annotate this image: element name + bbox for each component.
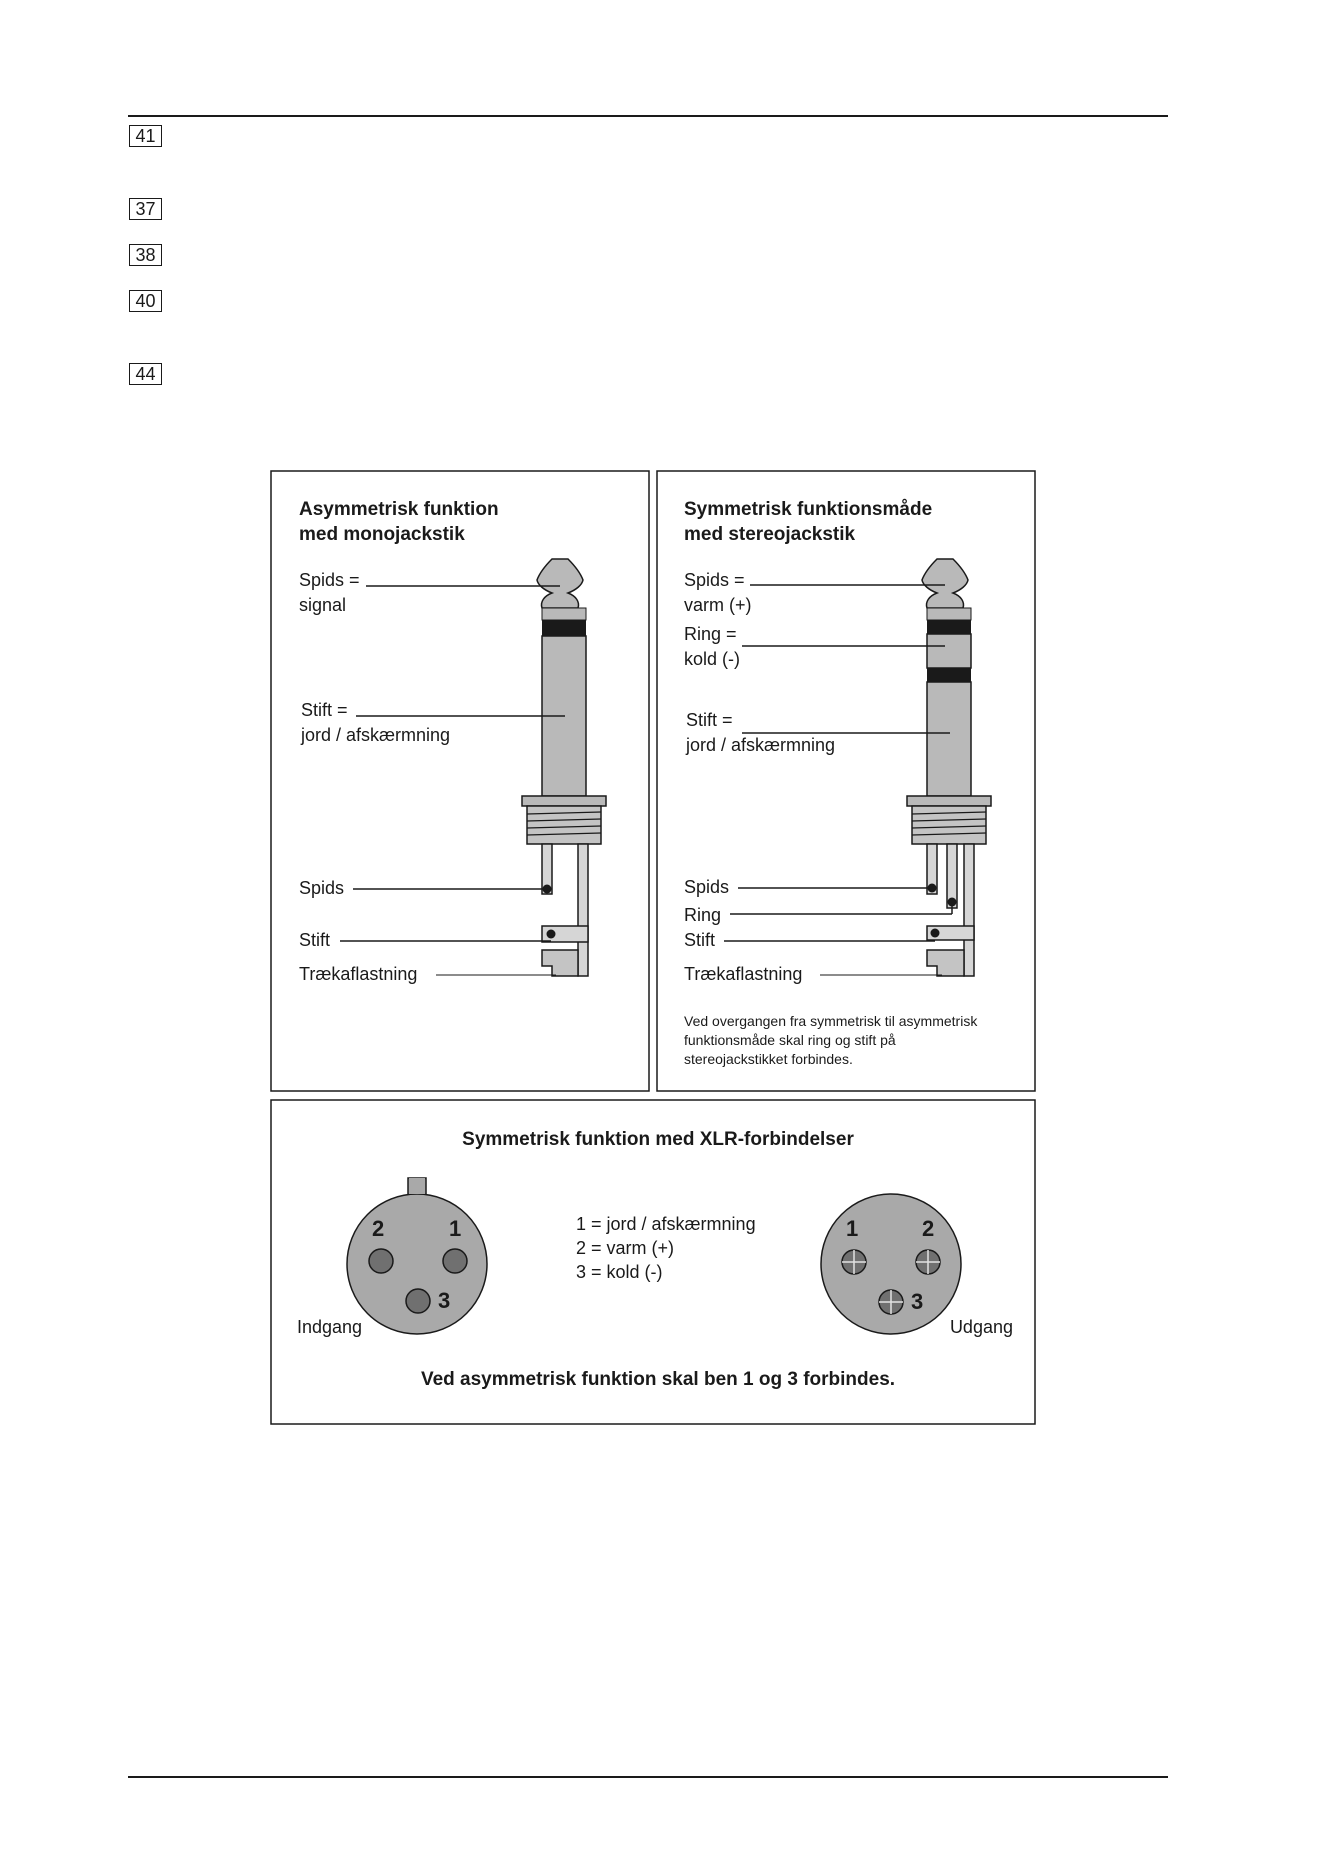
xlr-legend-pin3: 3 = kold (-) (576, 1262, 663, 1282)
xlr-out-pin2-label: 2 (922, 1216, 935, 1241)
stereo-jack-panel (657, 471, 1035, 1091)
ref-number-44: 44 (129, 363, 162, 385)
ref-number-38: 38 (129, 244, 162, 266)
mono-jack-panel (271, 471, 649, 1091)
mono-strain-relief-label: Trækaflastning (299, 964, 418, 984)
xlr-legend-pin1: 1 = jord / afskærmning (576, 1214, 756, 1234)
xlr-out-pin3-label: 3 (911, 1289, 924, 1314)
xlr-title: Symmetrisk funktion med XLR-forbindelser (462, 1129, 854, 1150)
xlr-footer-note: Ved asymmetrisk funktion skal ben 1 og 3 forbindes. (420, 1369, 896, 1390)
mono-tip-desc: signal (299, 595, 347, 615)
stereo-tip-label: Spids = (684, 570, 745, 590)
xlr-in-pin1-label: 1 (449, 1216, 462, 1241)
stereo-title-line1: Symmetrisk funktionsmåde (684, 499, 933, 520)
ref-number-41: 41 (129, 125, 162, 147)
xlr-panel (271, 1100, 1035, 1424)
xlr-in-pin3-label: 3 (438, 1288, 451, 1313)
stereo-ring-label: Ring = (684, 624, 737, 644)
ref-number-40: 40 (129, 290, 162, 312)
stereo-note-line3: stereojackstikket forbindes. (684, 1051, 853, 1067)
stereo-note-line2: funktionsmåde skal ring og stift på (684, 1032, 896, 1048)
mono-tip-label: Spids = (299, 570, 360, 590)
stereo-wire-ring-label: Ring (684, 905, 722, 925)
xlr-legend-pin2: 2 = varm (+) (576, 1238, 675, 1258)
stereo-wire-tip-label: Spids (684, 877, 730, 897)
stereo-strain-relief-label: Trækaflastning (684, 964, 803, 984)
mono-sleeve-label: Stift = (301, 700, 348, 720)
mono-panel-frame (271, 471, 649, 1091)
ref-number-37: 37 (129, 198, 162, 220)
stereo-sleeve-desc: jord / afskærmning (686, 735, 836, 755)
xlr-in-pin2-label: 2 (372, 1216, 385, 1241)
xlr-output-label: Udgang (949, 1317, 1013, 1337)
stereo-wire-sleeve-label: Stift (684, 930, 716, 950)
mono-title-line1: Asymmetrisk funktion (299, 499, 499, 520)
stereo-sleeve-label: Stift = (686, 710, 733, 730)
stereo-title-line2: med stereojackstik (684, 524, 856, 545)
xlr-out-pin1-label: 1 (846, 1216, 859, 1241)
stereo-note-line1: Ved overgangen fra symmetrisk til asymmetrisk (684, 1013, 978, 1029)
stereo-panel-frame (657, 471, 1035, 1091)
mono-title-line2: med monojackstik (299, 524, 465, 545)
mono-sleeve-desc: jord / afskærmning (301, 725, 451, 745)
stereo-ring-desc: kold (-) (684, 649, 741, 669)
mono-wire-tip-label: Spids (299, 878, 345, 898)
xlr-output-connector-icon (821, 1194, 961, 1334)
stereo-tip-desc: varm (+) (684, 595, 752, 615)
mono-wire-sleeve-label: Stift (299, 930, 331, 950)
xlr-input-label: Indgang (297, 1317, 363, 1337)
